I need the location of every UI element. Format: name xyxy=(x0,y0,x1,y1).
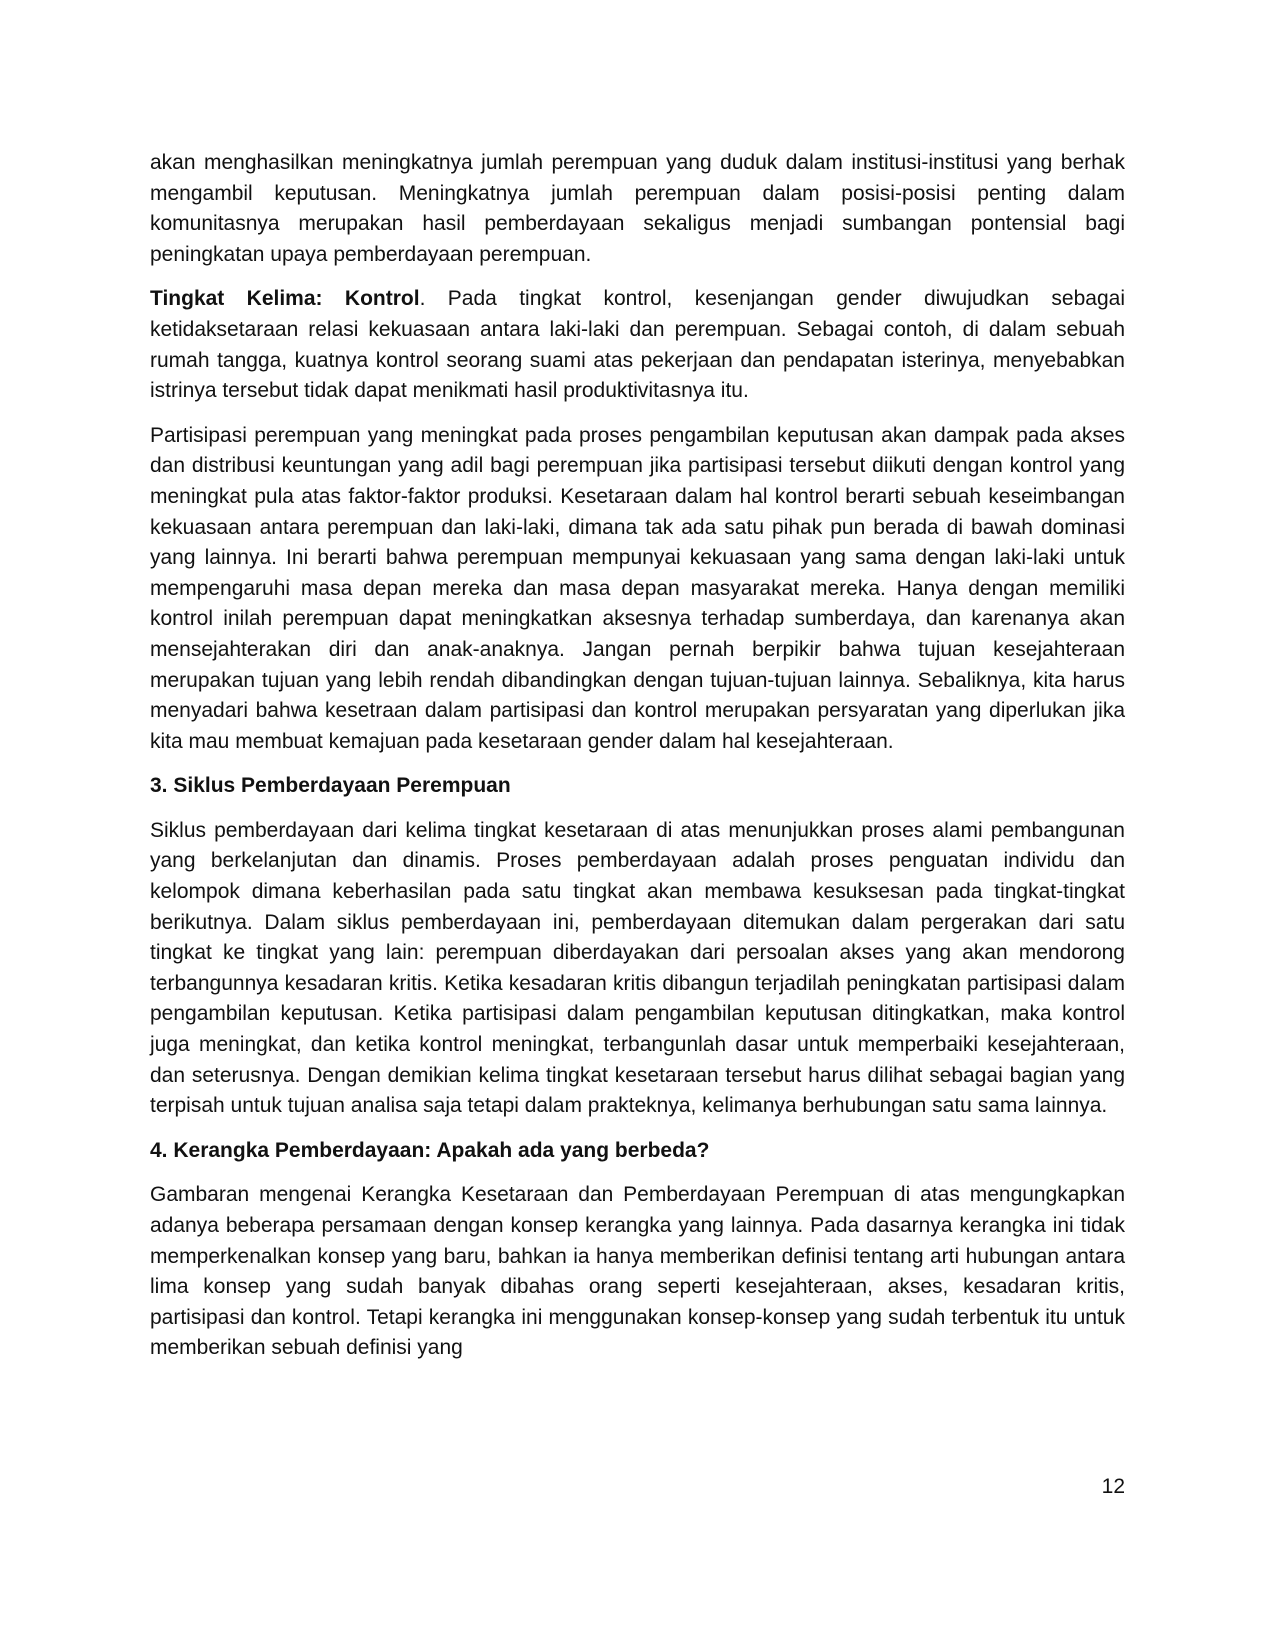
paragraph-2 xyxy=(150,284,1125,406)
paragraph-2-lead: Tingkat Kelima: Kontrol xyxy=(150,287,420,311)
paragraph-1: akan menghasilkan meningkatnya jumlah perempuan yang duduk dalam institusi-institusi yang berhak mengambil keputusan. Meningkatnya jumlah perempuan dalam posisi-posisi penting dalam komunitasnya merupakan hasil pemberdayaan sekaligus menjadi sumbangan pontensial bagi peningkatan upaya pemberdayaan perempuan. xyxy=(150,151,1125,266)
paragraph-3: Partisipasi perempuan yang meningkat pada proses pengambilan keputusan akan dampak pada akses dan distribusi keuntungan yang adil bagi perempuan jika partisipasi tersebut diikuti dengan kontrol yang meningkat pula atas faktor-faktor produksi. Kesetaraan dalam hal kontrol berarti sebuah keseimbangan kekuasaan antara perempuan dan laki-laki, dimana tak ada satu pihak pun berada di bawah dominasi yang lainnya. Ini berarti bahwa perempuan mempunyai kekuasaan yang sama dengan laki-laki untuk mempengaruhi masa depan mereka dan masa depan masyarakat mereka. Hanya dengan memiliki kontrol inilah perempuan dapat meningkatkan aksesnya terhadap sumberdaya, dan karenanya akan mensejahterakan diri dan anak-anaknya. Jangan pernah berpikir bahwa tujuan kesejahteraan merupakan tujuan yang lebih rendah dibandingkan dengan tujuan-tujuan lainnya. Sebaliknya, kita harus menyadari bahwa kesetraan dalam partisipasi dan kontrol merupakan persyaratan yang diperlukan jika kita mau membuat kemajuan pada kesetaraan gender dalam hal kesejahteraan. xyxy=(150,423,1125,753)
page-number: 12 xyxy=(1101,1475,1125,1498)
paragraph-4: Siklus pemberdayaan dari kelima tingkat kesetaraan di atas menunjukkan proses alami pembangunan yang berkelanjutan dan dinamis. Proses pemberdayaan adalah proses penguatan individu dan kelompok dimana keberhasilan pada satu tingkat akan membawa kesuksesan pada tingkat-tingkat berikutnya. Dalam siklus pemberdayaan ini, pemberdayaan ditemukan dalam pergerakan dari satu tingkat ke tingkat yang lain: perempuan diberdayakan dari persoalan akses yang akan mendorong terbangunnya kesadaran kritis. Ketika kesadaran kritis dibangun terjadilah peningkatan partisipasi dalam pengambilan keputusan. Ketika partisipasi dalam pengambilan keputusan ditingkatkan, maka kontrol juga meningkat, dan ketika kontrol meningkat, terbangunlah dasar untuk memperbaiki kesejahteraan, dan seterusnya. Dengan demikian kelima tingkat kesetaraan tersebut harus dilihat sebagai bagian yang terpisah untuk tujuan analisa saja tetapi dalam prakteknya, kelimanya berhubungan satu sama lainnya. xyxy=(150,818,1125,1118)
document-body xyxy=(150,148,1125,1378)
paragraph-5: Gambaran mengenai Kerangka Kesetaraan dan Pemberdayaan Perempuan di atas mengungkapkan adanya beberapa persamaan dengan konsep kerangka yang lainnya. Pada dasarnya kerangka ini tidak memperkenalkan konsep yang baru, bahkan ia hanya memberikan definisi tentang arti hubungan antara lima konsep yang sudah banyak dibahas orang seperti kesejahteraan, akses, kesadaran kritis, partisipasi dan kontrol. Tetapi kerangka ini menggunakan konsep-konsep yang sudah terbentuk itu untuk memberikan sebuah definisi yang xyxy=(150,1183,1125,1360)
paragraph-2-body: . Pada tingkat kontrol, kesenjangan gender diwujudkan sebagai ketidaksetaraan relasi kekuasaan antara laki-laki dan perempuan. Sebagai contoh, di dalam sebuah rumah tangga, kuatnya kontrol seorang suami atas pekerjaan dan pendapatan isterinya, menyebabkan istrinya tersebut tidak dapat menikmati hasil produktivitasnya itu. xyxy=(150,287,1125,403)
section-heading-4: 4. Kerangka Pemberdayaan: Apakah ada yang berbeda? xyxy=(150,1138,710,1162)
section-heading-3: 3. Siklus Pemberdayaan Perempuan xyxy=(150,774,511,798)
